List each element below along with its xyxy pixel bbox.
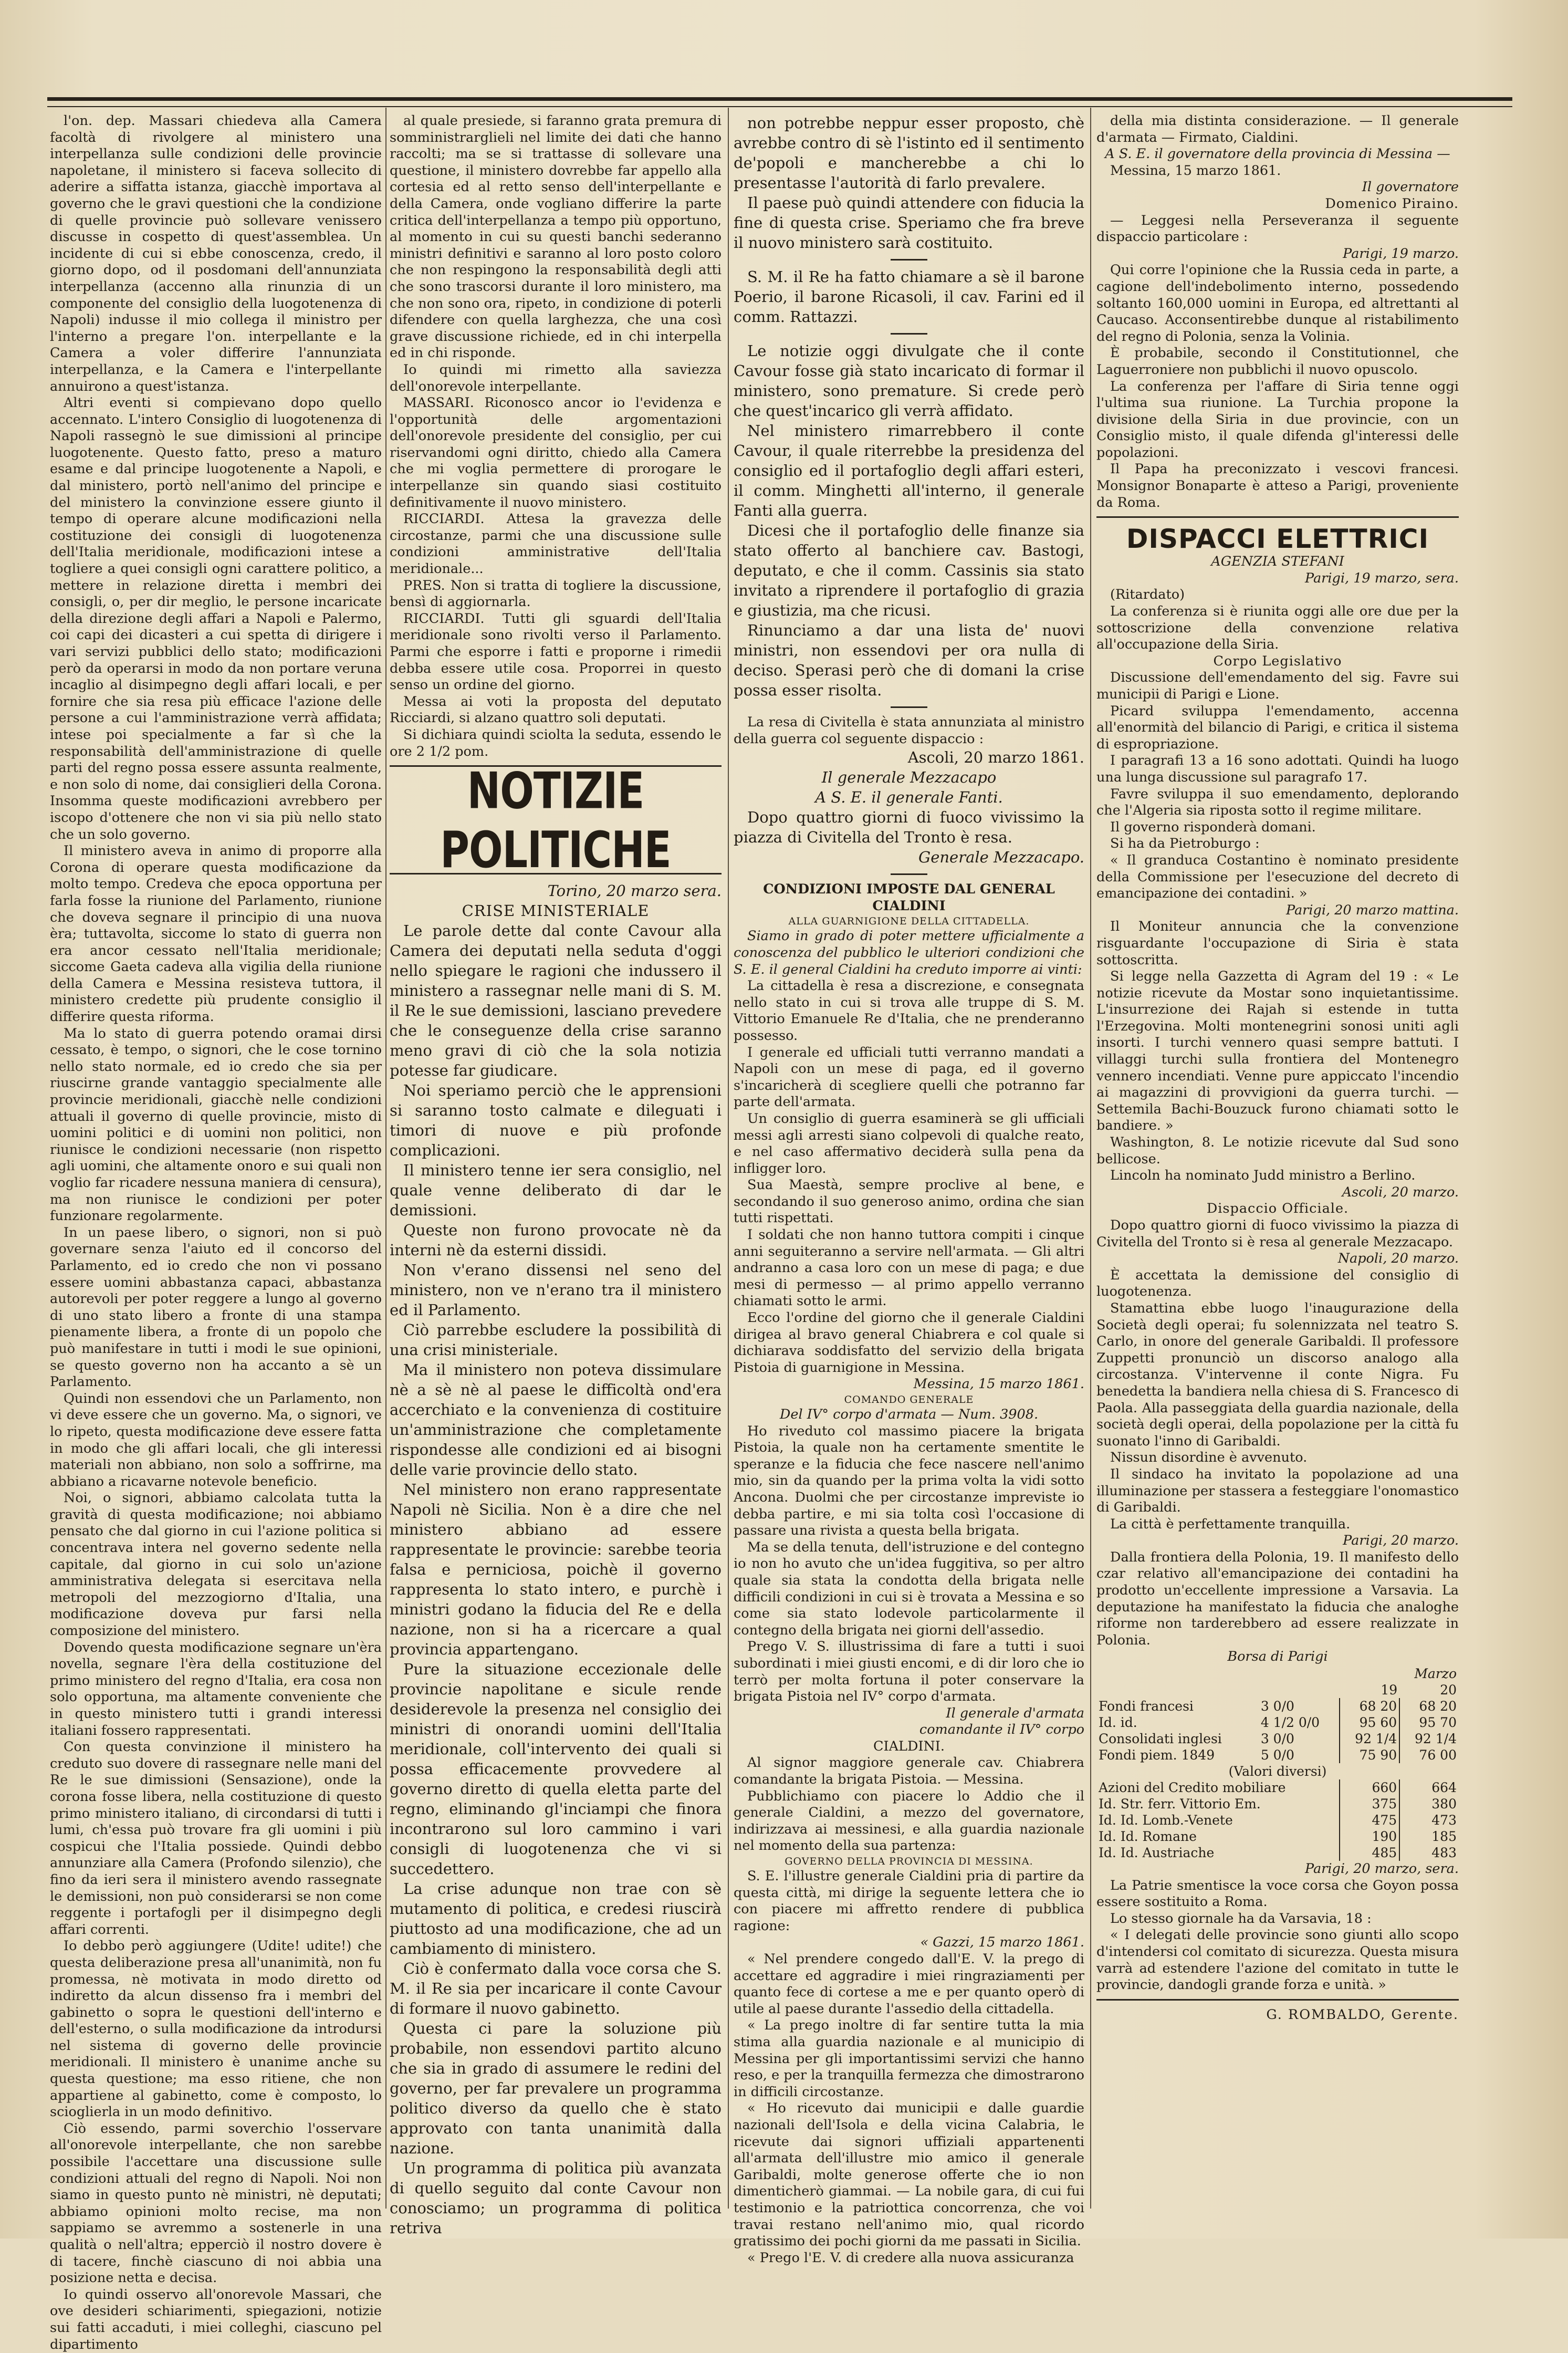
paragraph: I soldati che non hanno tuttora compiti i cinque anni seguiteranno a servire nell'armata. — Gli altri andranno a casa loro con un mese di paga; e due mesi di permesso — al primo appello verranno chiamati sotto le armi. [734,1227,1084,1309]
table-row [1096,1682,1459,1698]
paragraph: Altri eventi si compievano dopo quello accennato. L'intero Consiglio di luogotenenza di Napoli rassegnò le sue dimissioni al principe luogotenente. Questo fatto, preso a maturo esame e dal principe luogotenente a Napoli, e dal ministero, portò nell'animo del principe e del ministero la convinzione essere giunto il tempo di operare alcune modificazioni nella costituzione dei consigli di luogotenenza dell'Italia meridionale, modificazioni intese a togliere a quei consigli ogni carattere politico, a mettere in relazione diretta i membri dei consigli, o, per dir meglio, le persone incaricate della direzione degli affari a Napoli e Palermo, coi capi dei dicasteri a cui spetta di dirigere i vari servizi pubblici dello stato; modificazioni però da operarsi in modo da non portare veruna incaglio al disimpegno degli affari locali, e per fornire che sia resa più efficace l'azione delle persone a cui l'amministrazione verrà affidata; intese poi specialmente a far sì che la responsabilità dell'amministrazione di quelle parti del regno possa essere assunta realmente, e non solo di nome, dai consiglieri della Corona. Insomma queste modificazioni avrebbero per iscopo d'ottenere che non vi sia più nello stato che un solo governo. [50,395,382,842]
table-cell: Id. Id. Romane [1099,1829,1197,1845]
table-cell: 3 0/0 [1260,1731,1294,1747]
table-cell: 660 [1340,1779,1399,1796]
paragraph: Ho riveduto col massimo piacere la brigata Pistoia, la quale non ha certamente smentite le speranze e la fiducia che fece nascere nell'animo mio, sin da quando per la prima volta la vidi sotto Ancona. Duolmi che per circostanze impreviste io debba partire, e mi sia tolta così l'occasione di passare una rivista a questa bella brigata. [734,1423,1084,1539]
paragraph: Washington, 8. Le notizie ricevute dal Sud sono bellicose. [1096,1134,1459,1167]
section-rule [1096,1999,1459,2001]
dispatch-from: Il generale Mezzacapo [821,768,997,787]
table-cell: 75 90 [1340,1747,1399,1763]
table-cell: 190 [1340,1828,1399,1845]
paragraph: La città è perfettamente tranquilla. [1110,1516,1351,1532]
table-cell: Fondi piem. 1849 [1099,1747,1215,1763]
paragraph: La Patrie smentisce la voce corsa che Goyon possa essere sostituito a Roma. [1096,1877,1459,1910]
dispatch-signature: Generale Mezzacapo. [918,848,1084,867]
paragraph: Le notizie oggi divulgate che il conte Cavour fosse già stato incaricato di formar il ministero, sono premature. Si crede però che quest'incarico gli verrà affidato. [734,342,1084,420]
subheading: Dispaccio Officiale. [1206,1201,1349,1217]
paragraph: Ciò essendo, parmi soverchio l'osservare all'onorevole interpellante, che non sarebbe possibile l'accettare una discussione sulle condizioni attuali del regno di Napoli. Noi non siamo in questo punto nè ministri, nè deputati; abbiamo opinioni molto recise, ma non sappiamo se avremmo a sostenerle in una qualità o nell'altra; epperciò il nostro dovere è di tacere, finchè ciascuno di noi abbia una posizione netta e decisa. [50,2120,382,2286]
paragraph: della mia distinta considerazione. — Il generale d'armata — Firmato, Cialdini. [1096,113,1459,145]
stock-table-title: Borsa di Parigi [1227,1649,1328,1665]
paragraph: Il Moniteur annuncia che la convenzione risguardante l'occupazione di Siria è stata sottoscritta. [1096,919,1459,968]
paragraph: al quale presiede, si faranno grata premura di somministrarglieli nel limite dei dati che hanno raccolti; ma se si trattasse di sollevare una questione, il ministero dovrebbe far appello alla cortesia ed al retto senso dell'interpellante e della Camera, onde vogliano differire la parte critica dell'interpellanza a tempo più opportuno, al momento in cui su questi banchi sederanno ministri definitivi e saranno al loro posto coloro che non respingono la responsabilità degli atti che sono trascorsi durante il loro ministero, ma che non sono ora, ripeto, in condizione di poterli difendere con quella larghezza, che una così grave discussione richiede, ed in chi interpella ed in chi risponde. [390,113,722,361]
table-cell: Id. Str. ferr. Vittorio Em. [1099,1796,1261,1812]
paragraph: Noi speriamo perciò che le apprensioni si saranno tosto calmate e dileguati i timori di nuove e più profonde complicazioni. [390,1081,722,1160]
paragraph: Rinunciamo a dar una lista de' nuovi ministri, non essendovi per ora nulla di deciso. Sperasi però che di domani la crise possa esser risolta. [734,621,1084,699]
table-cell: 92 1/4 [1340,1731,1399,1747]
dispatch-date: Ascoli, 20 marzo. [1342,1184,1459,1200]
paragraph: Messa ai voti la proposta del deputato Ricciardi, si alzano quattro soli deputati. [390,693,722,726]
stock-table [1096,1665,1459,1861]
paragraph: Pure la situazione eccezionale delle provincie napolitane e sicule rende desiderevole la presenza nel consiglio dei ministri di onorandi uomini dell'Italia meridionale, coll'intervento dei quali si possa efficacemente provvedere al governo diretto di quella eletta parte del regno, eliminando gl'inciampi che finora incontrarono sul loro cammino i vari consigli di luogotenenza che vi si succedettero. [390,1660,722,1878]
table-row [1096,1828,1459,1845]
order-signature: comandante il IV° corpo [919,1722,1084,1738]
dispatch-to: A S. E. il generale Fanti. [815,788,1003,807]
column-1 [50,113,382,2352]
paragraph: Stamattina ebbe luogo l'inaugurazione della Società degli operai; fu solennizzata nel teatro S. Carlo, in onore del generale Garibaldi. Il professore Zuppetti pronunciò un discorso analogo alla circostanza. V'intervenne il conte Nigra. Fu benedetta la bandiera nella chiesa di S. Francesco di Paola. Alla passeggiata della guardia nazionale, della società degli operai, della popolazione per la città fu suonato l'inno di Garibaldi. [1096,1300,1459,1449]
paragraph: La cittadella è resa a discrezione, e consegnata nello stato in cui si trova alle truppe di S. M. Vittorio Emanuele Re d'Italia, che ne prenderanno possesso. [734,978,1084,1044]
column-divider [728,108,729,2209]
paragraph: In un paese libero, o signori, non si può governare senza l'aiuto ed il concorso del Parlamento, ed io credo che non vi possano essere uomini abbastanza capaci, abbastanza autorevoli per poter reggere a lungo al governo di uno stato libero a fronte di una stampa pienamente libera, a fronte di un popolo che può manifestare in tutti i modi le sue opinioni, se questo governo non ha accanto a sè un Parlamento. [50,1224,382,1390]
paragraph: Dovendo questa modificazione segnare un'èra novella, segnare l'èra della costituzione del primo ministero del regno d'Italia, era cosa non solo opportuna, ma altamente conveniente che in questo ministero tutti i grandi interessi italiani fossero rappresentati. [50,1639,382,1738]
table-cell: 4 1/2 0/0 [1260,1715,1320,1731]
paragraph: RICCIARDI. Attesa la gravezza delle circostanze, parmi che una discussione sulle condizioni amministrative dell'Italia meridionale... [390,511,722,577]
table-cell: 483 [1399,1845,1459,1861]
paragraph: Qui corre l'opinione che la Russia ceda in parte, a cagione dell'indebolimento interno, possedendo soltanto 160,000 uomini in Europa, ed altrettanti al Caucaso. Acconsentirebbe dunque al ristabilimento del regno di Polonia, senza la Volinia. [1096,262,1459,345]
table-row [1096,1698,1459,1714]
table-cell: 76 00 [1399,1747,1459,1763]
paragraph: Favre sviluppa il suo emendamento, deplorando che l'Algeria sia riposta sotto il regime militare. [1096,786,1459,819]
paragraph: Pubblichiamo con piacere lo Addio che il generale Cialdini, a mezzo del governatore, indirizzava ai messinesi, e alla guardia nazionale nel momento della sua partenza: [734,1788,1084,1854]
paragraph: Si dichiara quindi sciolta la seduta, essendo le ore 2 1/2 pom. [390,726,722,759]
paragraph: È probabile, secondo il Constitutionnel, che Laguerroniere non pubblichi il nuovo opuscolo. [1096,345,1459,378]
publisher-manager: G. ROMBALDO, Gerente. [1266,2006,1459,2023]
column-4 [1096,113,1459,2198]
column-2 [390,113,722,2237]
paragraph: La resa di Civitella è stata annunziata al ministro della guerra col seguente dispaccio : [734,714,1084,747]
dispatch-date: Parigi, 19 marzo, sera. [1304,570,1459,586]
paragraph: Queste non furono provocate nè da interni nè da esterni dissidi. [390,1221,722,1259]
short-rule [891,873,927,875]
article-heading: CRISE MINISTERIALE [462,902,650,920]
dispatch-date: Parigi, 20 marzo, sera. [1304,1861,1459,1877]
order-command: COMANDO GENERALE [844,1394,974,1405]
government-header: GOVERNO DELLA PROVINCIA DI MESSINA. [785,1856,1033,1868]
paragraph: Ma lo stato di guerra potendo oramai dirsi cessato, è tempo, o signori, che le cose tornino nello stato normale, ed io credo che sia per riuscirne grande vantaggio specialmente alle provincie meridionali, giacchè nelle condizioni attuali il governo di quelle provincie, misto di uomini politici e di uomini non politici, non riunisce le condizioni necessarie (non rispetto agli uomini, che altamente onoro e sui quali non voglio far ricadere nessuna maniera di censura), ma non riunisce le condizioni per poter funzionare regolarmente. [50,1025,382,1224]
paragraph: Nel ministero rimarrebbero il conte Cavour, il quale riterrebbe la presidenza del consiglio ed il portafoglio degli affari esteri, il comm. Minghetti all'interno, il generale Fanti alla guerra. [734,422,1084,519]
paragraph: Sua Maestà, sempre proclive al bene, e secondando il suo generoso animo, ordina che sian tutti rispettati. [734,1177,1084,1226]
paragraph: Il paese può quindi attendere con fiducia la fine di questa crise. Speriamo che fra breve il nuovo ministero sarà costituito. [734,194,1084,252]
short-rule [891,333,927,335]
paragraph: Ciò parrebbe escludere la possibilità di una crisi ministeriale. [390,1321,722,1359]
table-cell: 485 [1340,1845,1399,1861]
paragraph: Il ministero aveva in animo di proporre alla Corona di operare questa modificazione da molto tempo. Credeva che epoca opportuna per farla fosse la riunione del Parlamento, riunione che doveva segnare il principio di una nuova èra; tuttavolta, siccome lo stato di guerra non era ancor cessato nell'Italia meridionale; siccome Gaeta cadeva alla vigilia della riunione della Camera e Messina resisteva tuttora, il ministero credette più prudente consiglio il differire questa riforma. [50,843,382,1025]
table-cell: Id. Id. Lomb.-Venete [1099,1813,1233,1828]
dispatch-date: Parigi, 19 marzo. [1343,245,1459,262]
paragraph: Picard sviluppa l'emendamento, accenna all'enormità del bilancio di Parigi, e critica il sistema di espropriazione. [1096,703,1459,752]
paragraph: Ecco l'ordine del giorno che il generale Cialdini dirigea al bravo general Chiabrera e col quale si dichiarava soddisfatto del servizio della brigata Pistoia di guarnigione in Messina. [734,1310,1084,1376]
letter-recipient: A S. E. il governatore della provincia di Messina — [1105,146,1450,162]
short-rule [891,259,927,261]
table-cell: 185 [1399,1828,1459,1845]
agency-name: AGENZIA STEFANI [1211,554,1344,570]
paragraph: Ma se della tenuta, dell'istruzione e del contegno io non ho avuto che un'idea fuggitiva, so per altro quale sia stata la condotta della brigata nelle difficili condizioni in cui si è trovata a Messina e so come sia stato lodevole particolarmente il contegno della brigata nei giorni dell'assedio. [734,1539,1084,1638]
table-cell: 375 [1340,1796,1399,1812]
short-rule [891,706,927,708]
paragraph: Discussione dell'emendamento del sig. Favre sui municipii di Parigi e Lione. [1096,670,1459,702]
table-cell: 68 20 [1399,1698,1459,1714]
paragraph: Un consiglio di guerra esaminerà se gli ufficiali messi agli arresti siano colpevoli di qualche reato, e nel caso affermativo deciderà sulla pena da infligger loro. [734,1110,1084,1176]
table-header: Marzo [1414,1666,1457,1682]
paragraph: Al signor maggiore generale cav. Chiabrera comandante la brigata Pistoia. — Messina. [734,1755,1084,1788]
table-cell: 5 0/0 [1260,1747,1294,1763]
table-row [1096,1665,1459,1682]
dateline: Torino, 20 marzo sera. [547,882,722,900]
section-masthead: NOTIZIE POLITICHE [440,761,671,879]
paragraph: S. E. l'illustre generale Cialdini pria di partire da questa città, mi dirige la seguente lettera che io con piacere mi affretto rendere di pubblica ragione: [734,1868,1084,1934]
article-body [390,921,722,2238]
paragraph: Prego V. S. illustrissima di fare a tutti i suoi subordinati i miei giusti encomi, e di dir loro che io terrò per molta fortuna il poter conservare la brigata Pistoia nel IV° corpo d'armata. [734,1639,1084,1705]
paragraph: RICCIARDI. Tutti gli sguardi dell'Italia meridionale sono rivolti verso il Parlamento. Parmi che esporre i fatti e proporne i rimedii debba essere utile cosa. Proporrei in questo senso un ordine del giorno. [390,610,722,693]
table-cell: 3 0/0 [1260,1699,1294,1714]
paragraph: non potrebbe neppur esser proposto, chè avrebbe contro di sè l'istinto ed il sentimento de'popoli e mancherebbe a chi lo presentasse l'autorità di farlo prevalere. [734,114,1084,192]
signature-name: Domenico Piraino. [1325,195,1459,212]
paragraph: I generale ed ufficiali tutti verranno mandati a Napoli con un mese di paga, ed il governo s'incaricherà di scegliere quelli che potranno far parte dell'armata. [734,1044,1084,1110]
paragraph: « Il granduca Costantino è nominato presidente della Commissione per l'esecuzione del decreto di emancipazione dei contadini. » [1096,852,1459,902]
paragraph: Nissun disordine è avvenuto. [1110,1450,1308,1466]
paragraph: La conferenza si è riunita oggi alle ore due per la sottoscrizione della convenzione relativa all'occupazione della Siria. [1096,603,1459,653]
dispatch-date: Napoli, 20 marzo. [1337,1251,1459,1267]
paragraph: Noi, o signori, abbiamo calcolata tutta la gravità di questa modificazione; noi abbiamo pensato che dal giorno in cui l'azione politica si concentrava intera nel governo sedente nella capitale, dal giorno in cui solo un'azione amministrativa delegata si esercitava nella metropoli del mezzogiorno d'Italia, una modificazione doveva pur farsi nella composizione del ministero. [50,1490,382,1639]
ministry-notes [734,341,1084,700]
dispatch-body: Dopo quattro giorni di fuoco vivissimo la piazza di Civitella del Tronto è resa. [734,808,1084,847]
paragraph: I paragrafi 13 a 16 sono adottati. Quindi ha luogo una lunga discussione sul paragrafo 17. [1096,753,1459,785]
column-divider [1090,108,1091,2209]
table-cell: 95 60 [1340,1714,1399,1731]
paragraph: Questa ci pare la soluzione più probabile, non essendovi partito alcuno che sia in grado di assumere le redini del governo, per far prevalere un programma politico diverso da quello che è stato approvato con tanta unanimità dalla nazione. [390,2019,722,2158]
paragraph: (Ritardato) [1110,587,1185,603]
table-cell: 95 70 [1399,1714,1459,1731]
table-row [1096,1714,1459,1731]
table-cell: 473 [1399,1812,1459,1828]
paragraph: Si legge nella Gazzetta di Agram del 19 : « Le notizie ricevute da Mostar sono inquietantissime. L'insurrezione dei Rajah si estende in tutta l'Erzegovina. Molti montenegrini sonosi uniti agli insorti. I turchi vennero quasi sempre battuti. I villaggi turchi sulla frontiera del Montenegro vennero incendiati. Venne pure appiccato l'incendio ai magazzini di provvigioni da guerra turchi. — Settemila Bachi-Bouzuck furono chiamati sotto le bandiere. » [1096,969,1459,1134]
dispatch-date: Parigi, 20 marzo mattina. [1285,902,1459,918]
table-cell: Azioni del Credito mobiliare [1099,1780,1286,1796]
paragraph: La conferenza per l'affare di Siria tenne oggi l'ultima sua riunione. La Turchia propone la divisione della Siria in due provincie, con un Consiglio misto, il quale difenda gl'interessi delle popolazioni. [1096,378,1459,461]
letter-date: « Gazzi, 15 marzo 1861. [920,1934,1084,1951]
article-continuation [734,113,1084,253]
table-row [1096,1747,1459,1763]
paragraph: Lo stesso giornale ha da Varsavia, 18 : [1110,1910,1372,1927]
table-row [1096,1845,1459,1861]
table-row [1096,1763,1459,1779]
telegraph-masthead: DISPACCI ELETTRICI [1126,524,1429,555]
paragraph: Ciò è confermato dalla voce corsa che S. M. il Re sia per incaricare il conte Cavour di formare il nuovo gabinetto. [390,1960,722,2018]
table-cell: 664 [1399,1779,1459,1796]
table-cell: Id. Id. Austriache [1099,1845,1215,1861]
dispatch-civitella [734,747,1084,867]
paragraph: « Nel prendere congedo dall'E. V. la prego di accettare ed aggradire i miei ringraziamenti per quanto fece di cortese a me e per quanto operò di utile al paese durante l'assedio della cittadella. [734,1951,1084,2017]
letter-place: Messina, 15 marzo 1861. [1110,162,1281,179]
paragraph: MASSARI. Riconosco ancor io l'evidenza e l'opportunità delle argomentazioni dell'onorevole presidente del consiglio, per cui riservandomi ogni diritto, chiedo alla Camera che mi voglia permettere di prorogare le interpellanze sin quando siasi costituito definitivamente il nuovo ministero. [390,395,722,511]
paragraph: Con questa convinzione il ministero ha creduto suo dovere di rassegnare nelle mani del Re le sue dimissioni (Sensazione), onde la corona fosse libera, nella costituzione di questo primo ministero italiano, di circondarsi di tutti i lumi, ch'essa può trovare fra gli uomini i più cospicui che l'Italia possiede. Quindi debbo annunziare alla Camera (Profondo silenzio), che fino da ieri sera il ministero avendo rassegnate le demissioni, non può considerarsi se non come reggente i portafogli per il disimpegno degli affari correnti. [50,1739,382,1938]
paragraph: Lincoln ha nominato Judd ministro a Berlino. [1110,1168,1416,1184]
paragraph: Io quindi osservo all'onorevole Massari, che ove desideri schiarimenti, spiegazioni, notizie sui fatti accaduti, i miei colleghi, ciascuno pel dipartimento [50,2286,382,2352]
paragraph: È accettata la demissione del consiglio di luogotenenza. [1096,1267,1459,1300]
paragraph: Un programma di politica più avanzata di quello seguito dal conte Cavour non conosciamo; un programma di politica retriva [390,2159,722,2237]
paragraph: « I delegati delle provincie sono giunti allo scopo d'intendersi col comitato di sicurezza. Questa misura varrà ad estendere l'azione del comitato in tutte le provincie, dandogli grande forza e unità. » [1096,1927,1459,1993]
paragraph: « La prego inoltre di far sentire tutta la mia stima alla guardia nazionale e al municipio di Messina per gli importantissimi servizi che hanno reso, e per la tranquilla fermezza che dimostrarono in difficili circostanze. [734,2017,1084,2100]
paragraph: Si ha da Pietroburgo : [1110,836,1260,852]
paragraph: Dalla frontiera della Polonia, 19. Il manifesto dello czar relativo all'emancipazione dei contadini ha prodotto un'eccellente impressione a Varsavia. La deputazione ha manifestato la fiducia che analoghe riforme non tarderebbero ad essere realizzate in Polonia. [1096,1549,1459,1648]
column-3 [734,113,1084,2266]
table-cell: 475 [1340,1812,1399,1828]
paragraph: PRES. Non si tratta di togliere la discussione, bensì di aggiornarla. [390,577,722,610]
paragraph: Io debbo però aggiungere (Udite! udite!) che questa deliberazione presa all'unanimità, non fu promessa, nè motivata in modo diretto od indiretto da alcun dissenso fra i membri del gabinetto o sopra le questioni dell'interno e dell'esterno, o sulla modificazione da introdursi nel sistema di governo delle provincie meridionali. Il ministero è unanime anche su questa questione; ma esso ritiene, che non appartiene al gabinetto, come è composto, lo scioglierla in un modo definitivo. [50,1938,382,2120]
conditions-title: CONDIZIONI IMPOSTE DAL GENERAL CIALDINI [763,881,1055,914]
table-header: 19 [1381,1682,1398,1698]
dispatch-place: Ascoli, 20 marzo 1861. [907,748,1084,767]
paragraph: Ma il ministero non poteva dissimulare nè a sè nè al paese le difficoltà ond'era accerchiato e la convenienza di costituire un'amministrazione che completamente rispondesse alle condizioni ed ai bisogni delle varie provincie dello stato. [390,1361,722,1479]
paragraph: l'on. dep. Massari chiedeva alla Camera facoltà di rivolgere al ministero una interpellanza sulle condizioni delle provincie napoletane, il ministero si faceva sollecito di aderire a siffatta istanza, giacchè importava al governo che le gravi questioni che la condizione di quelle provincie può sollevare venissero discusse in cospetto di quest'assemblea. Un incidente di cui si ebbe conoscenza, credo, il giorno dopo, od il posdomani dell'annunziata interpellanza (accenno alla rinunzia di un componente del consiglio della luogotenenza di Napoli) indusse il mio collega il ministro per l'interno a pregare l'on. interpellante e la Camera a voler differire l'annunziata interpellanza, e la Camera e l'interpellante annuirono a quest'istanza. [50,113,382,394]
table-row [1096,1796,1459,1812]
order-signature: CIALDINI. [873,1738,945,1754]
paragraph: Il ministero tenne ier sera consiglio, nel quale venne deliberato di dar le demissioni. [390,1161,722,1220]
paragraph: « Prego l'E. V. di credere alla nuova assicuranza [747,2250,1074,2266]
paragraph: Non v'erano dissensi nel seno del ministero, non ve n'erano tra il ministero ed il Parlamento. [390,1261,722,1319]
paragraph: Il sindaco ha invitato la popolazione ad una illuminazione per stassera a festeggiare l'onomastico di Garibaldi. [1096,1466,1459,1516]
paragraph: S. M. il Re ha fatto chiamare a sè il barone Poerio, il barone Ricasoli, il cav. Farini ed il comm. Rattazzi. [734,268,1084,326]
paragraph: La crise adunque non trae con sè mutamento di politica, e credesi riuscirà piuttosto ad una modificazione, che ad un cambiamento di ministero. [390,1880,722,1958]
paragraph: Nel ministero non erano rappresentate Napoli nè Sicilia. Non è a dire che nel ministero abbiano ad essere rappresentate le provincie: sarebbe teoria falsa e perniciosa, poichè il governo rappresenta lo stato intero, e purchè i ministri godano la fiducia del Re e della nazione, non si ha a ricercare a qual provincia appartengano. [390,1481,722,1659]
table-row [1096,1812,1459,1828]
table-row [1096,1779,1459,1796]
subheading: Corpo Legislativo [1213,653,1342,669]
paragraph: Dicesi che il portafoglio delle finanze sia stato offerto al banchiere cav. Bastogi, deputato, e che il comm. Cassinis sia stato invitato a riprendere il portafoglio di grazia e giustizia, ma che ricusi. [734,522,1084,619]
order-corps: Del IV° corpo d'armata — Num. 3908. [779,1407,1039,1422]
paragraph: Siamo in grado di poter mettere ufficialmente a conoscenza del pubblico le ulteriori condizioni che S. E. il general Cialdini ha creduto imporre ai vinti: [734,928,1084,977]
table-cell: Fondi francesi [1099,1699,1194,1714]
order-date: Messina, 15 marzo 1861. [913,1376,1084,1392]
table-cell: 380 [1399,1796,1459,1812]
signature-title: Il governatore [1362,179,1459,195]
table-header: 20 [1440,1682,1457,1698]
paragraph: Io quindi mi rimetto alla saviezza dell'onorevole interpellante. [390,361,722,394]
order-signature: Il generale d'armata [946,1705,1084,1721]
table-subheader: (Valori diversi) [1228,1764,1327,1779]
paragraph: Dopo quattro giorni di fuoco vivissimo la piazza di Civitella del Tronto si è resa al generale Mezzacapo. [1096,1217,1459,1250]
table-cell: 68 20 [1340,1698,1399,1714]
table-cell: Consolidati inglesi [1099,1731,1222,1747]
table-row [1096,1731,1459,1747]
paragraph: Il Papa ha preconizzato i vescovi francesi. Monsignor Bonaparte è atteso a Parigi, proveniente da Roma. [1096,461,1459,511]
paragraph: Il governo risponderà domani. [1110,819,1316,835]
dispatch-date: Parigi, 20 marzo. [1343,1533,1459,1549]
paragraph: Le parole dette dal conte Cavour alla Camera dei deputati nella seduta d'oggi nello spiegare le ragioni che indussero il ministero a rassegnar nelle mani di S. M. il Re le sue demissioni, lasciano prevedere che le conseguenze della crise saranno meno gravi di ciò che la sola notizia potesse far giudicare. [390,922,722,1080]
column-divider [385,108,386,2209]
table-cell: 92 1/4 [1399,1731,1459,1747]
paragraph: Quindi non essendovi che un Parlamento, non vi deve essere che un governo. Ma, o signori, ve lo ripeto, questa modificazione deve essere fatta in modo che gli affari locali, che gli interessi materiali non abbiano, non solo a soffrirne, ma abbiano a ricavarne notevole beneficio. [50,1390,382,1490]
table-cell: Id. id. [1099,1715,1137,1731]
top-rule [47,97,1512,107]
paragraph: « Ho ricevuto dai municipii e dalle guardie nazionali dell'Isola e della vicina Calabria, le ricevute dai signori uffiziali appartenenti all'armata dell'illustre mio amico il generale Garibaldi, molte generose offerte che io non dimenticherò giammai. — La nobile gara, di cui fui testimonio e la patriottica concorrenza, che voi travai restano nell'animo mio, qual ricordo gratissimo dei pochi giorni da me passati in Sicilia. [734,2100,1084,2250]
conditions-subtitle: ALLA GUARNIGIONE DELLA CITTADELLA. [788,915,1030,928]
paragraph: — Leggesi nella Perseveranza il seguente dispaccio particolare : [1096,212,1459,245]
section-rule [1096,516,1459,518]
